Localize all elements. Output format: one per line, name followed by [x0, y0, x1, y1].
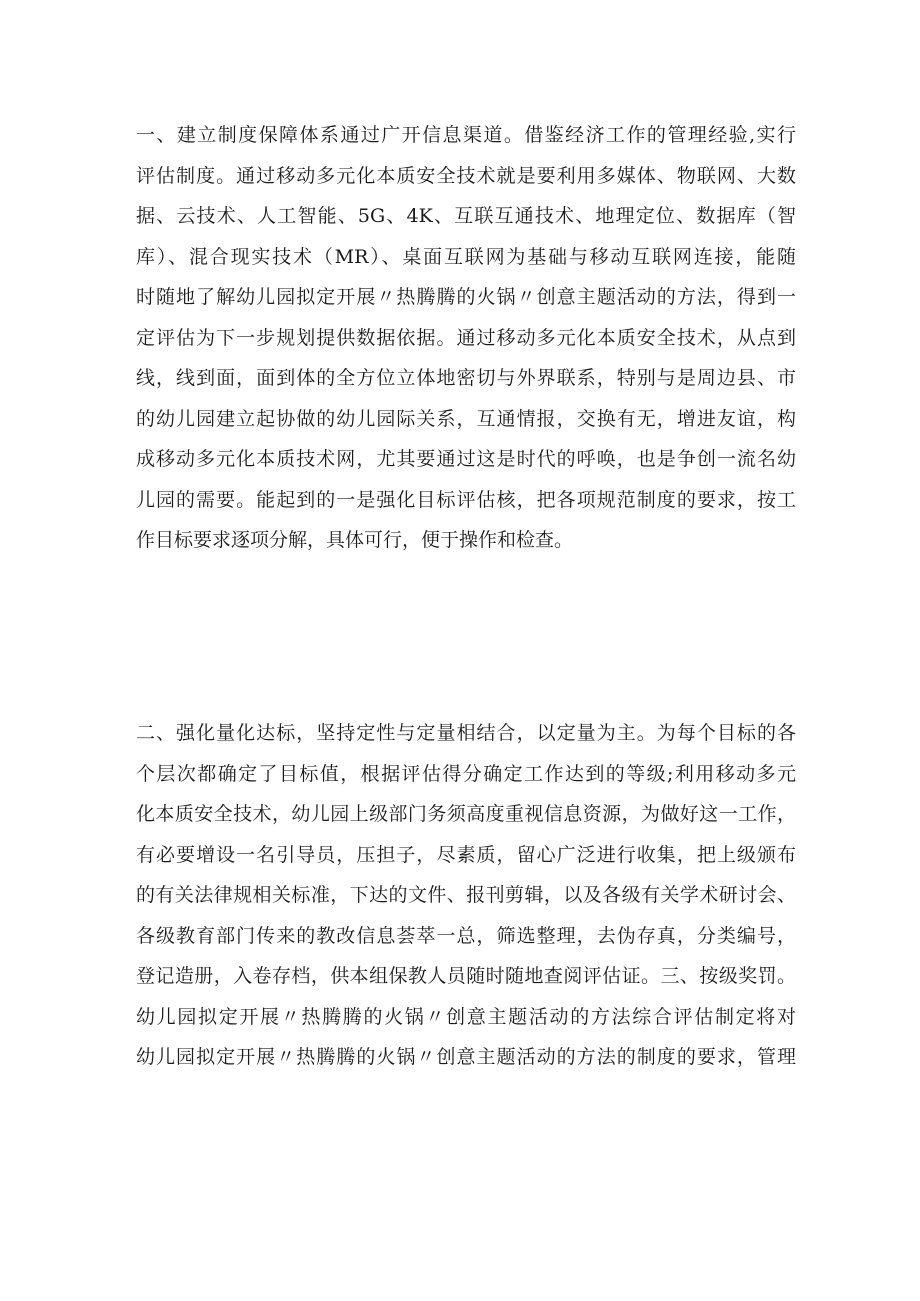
text-line: 幼儿园拟定开展〃热腾腾的火锅〃创意主题活动的方法综合评估制定将对 — [136, 1005, 796, 1028]
text-line: 库）、混合现实技术（MR）、桌面互联网为基础与移动互联网连接，能随 — [136, 245, 796, 268]
text-line: 时随地了解幼儿园拟定开展〃热腾腾的火锅〃创意主题活动的方法，得到一 — [136, 286, 796, 308]
text-line: 的有关法律规相关标准，下达的文件、报刊剪辑，以及各级有关学术研讨会、 — [136, 884, 796, 906]
text-line: 登记造册，入卷存档，供本组保教人员随时随地查阅评估证。三、按级奖罚。 — [136, 965, 796, 987]
text-line: 作目标要求逐项分解，具体可行，便于操作和检查。 — [136, 529, 574, 551]
text-line: 幼儿园拟定开展〃热腾腾的火锅〃创意主题活动的方法的制度的要求，管理 — [136, 1046, 796, 1068]
text-line: 成移动多元化本质技术网，尤其要通过这是时代的呼唤，也是争创一流名幼 — [136, 448, 796, 470]
text-line: 有必要增设一名引导员，压担子，尽素质，留心广泛进行收集，把上级颁布 — [136, 843, 796, 866]
text-line: 的幼儿园建立起协做的幼儿园际关系，互通情报，交换有无，增进友谊，构 — [136, 407, 796, 430]
text-line: 一、建立制度保障体系通过广开信息渠道。借鉴经济工作的管理经验,实行 — [136, 124, 796, 146]
text-line: 据、云技术、人工智能、5G、4K、互联互通技术、地理定位、数据库（智 — [136, 205, 796, 227]
text-line: 化本质安全技术，幼儿园上级部门务须高度重视信息资源，为做好这一工作， — [136, 803, 796, 825]
text-line: 各级教育部门传来的教改信息荟萃一总，筛选整理，去伪存真，分类编号， — [136, 924, 796, 947]
paragraph-2 — [136, 713, 796, 1078]
text-line: 定评估为下一步规划提供数据依据。通过移动多元化本质安全技术，从点到 — [136, 326, 796, 349]
text-line: 二、强化量化达标，坚持定性与定量相结合，以定量为主。为每个目标的各 — [136, 722, 796, 744]
text-line: 个层次都确定了目标值，根据评估得分确定工作达到的等级;利用移动多元 — [136, 762, 796, 785]
text-line: 评估制度。通过移动多元化本质安全技术就是要利用多媒体、物联网、大数 — [136, 164, 796, 187]
text-line: 儿园的需要。能起到的一是强化目标评估核，把各项规范制度的要求，按工 — [136, 488, 796, 511]
text-line: 线，线到面，面到体的全方位立体地密切与外界联系，特别与是周边县、市 — [136, 367, 796, 389]
paragraph-1 — [136, 115, 796, 561]
